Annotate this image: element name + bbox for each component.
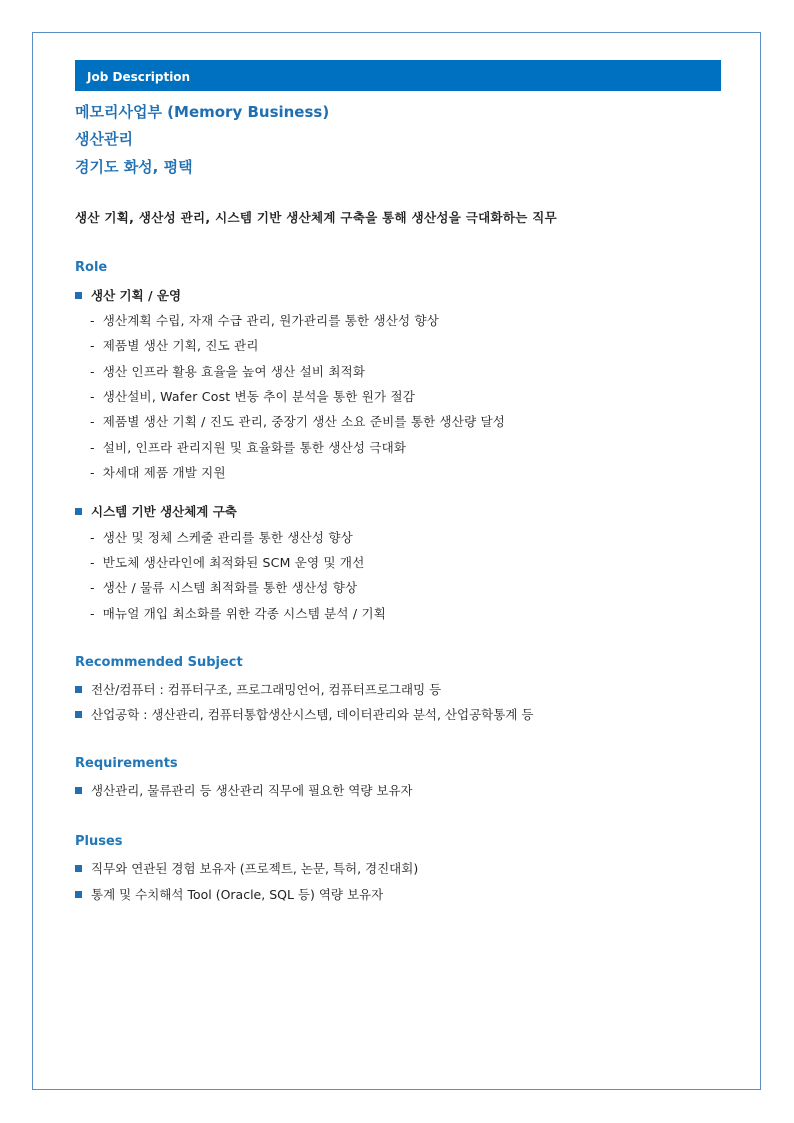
job-summary: 생산 기획, 생산성 관리, 시스템 기반 생산체계 구축을 통해 생산성을 극대화하는 직무 [75, 210, 558, 225]
recommended-heading: Recommended Subject [75, 655, 243, 670]
header-bar [75, 60, 721, 91]
square-bullet-icon [75, 711, 82, 718]
square-bullet-icon [75, 787, 82, 794]
list-item: - 생산 인프라 활용 효율을 높여 생산 설비 최적화 [90, 364, 366, 379]
square-bullet-icon [75, 865, 82, 872]
list-item: 통계 및 수치해석 Tool (Oracle, SQL 등) 역량 보유자 [75, 885, 383, 903]
list-item: - 제품별 생산 기획 / 진도 관리, 중장기 생산 소요 준비를 통한 생산량 달성 [90, 414, 506, 429]
list-item: 산업공학 : 생산관리, 컴퓨터통합생산시스템, 데이터관리와 분석, 산업공학통계 등 [75, 705, 533, 723]
location: 경기도 화성, 평택 [75, 158, 193, 176]
list-item: - 생산 및 정체 스케줄 관리를 통한 생산성 향상 [90, 530, 353, 545]
square-bullet-icon [75, 292, 82, 299]
square-bullet-icon [75, 891, 82, 898]
list-item: - 제품별 생산 기획, 진도 관리 [90, 338, 259, 353]
list-item: - 생산설비, Wafer Cost 변동 추이 분석을 통한 원가 절감 [90, 389, 415, 404]
list-item: - 설비, 인프라 관리지원 및 효율화를 통한 생산성 극대화 [90, 440, 407, 455]
list-item: - 반도체 생산라인에 최적화된 SCM 운영 및 개선 [90, 555, 365, 570]
list-item: 전산/컴퓨터 : 컴퓨터구조, 프로그래밍언어, 컴퓨터프로그래밍 등 [75, 680, 441, 698]
job-title: 생산관리 [75, 130, 133, 148]
square-bullet-icon [75, 686, 82, 693]
requirements-heading: Requirements [75, 756, 178, 771]
list-item: 직무와 연관된 경험 보유자 (프로젝트, 논문, 특허, 경진대회) [75, 859, 418, 877]
division-title: 메모리사업부 (Memory Business) [75, 103, 330, 121]
square-bullet-icon [75, 508, 82, 515]
list-item: - 매뉴얼 개입 최소화를 위한 각종 시스템 분석 / 기획 [90, 606, 387, 621]
list-item: - 차세대 제품 개발 지원 [90, 465, 226, 480]
pluses-heading: Pluses [75, 834, 123, 849]
role-heading: Role [75, 260, 108, 275]
list-item: 생산관리, 물류관리 등 생산관리 직무에 필요한 역량 보유자 [75, 781, 413, 799]
role-group-title: 시스템 기반 생산체계 구축 [75, 502, 237, 520]
list-item: - 생산 / 물류 시스템 최적화를 통한 생산성 향상 [90, 580, 358, 595]
header-title: Job Description [87, 70, 191, 84]
role-group-title: 생산 기획 / 운영 [75, 286, 181, 304]
list-item: - 생산계획 수립, 자재 수급 관리, 원가관리를 통한 생산성 향상 [90, 313, 440, 328]
